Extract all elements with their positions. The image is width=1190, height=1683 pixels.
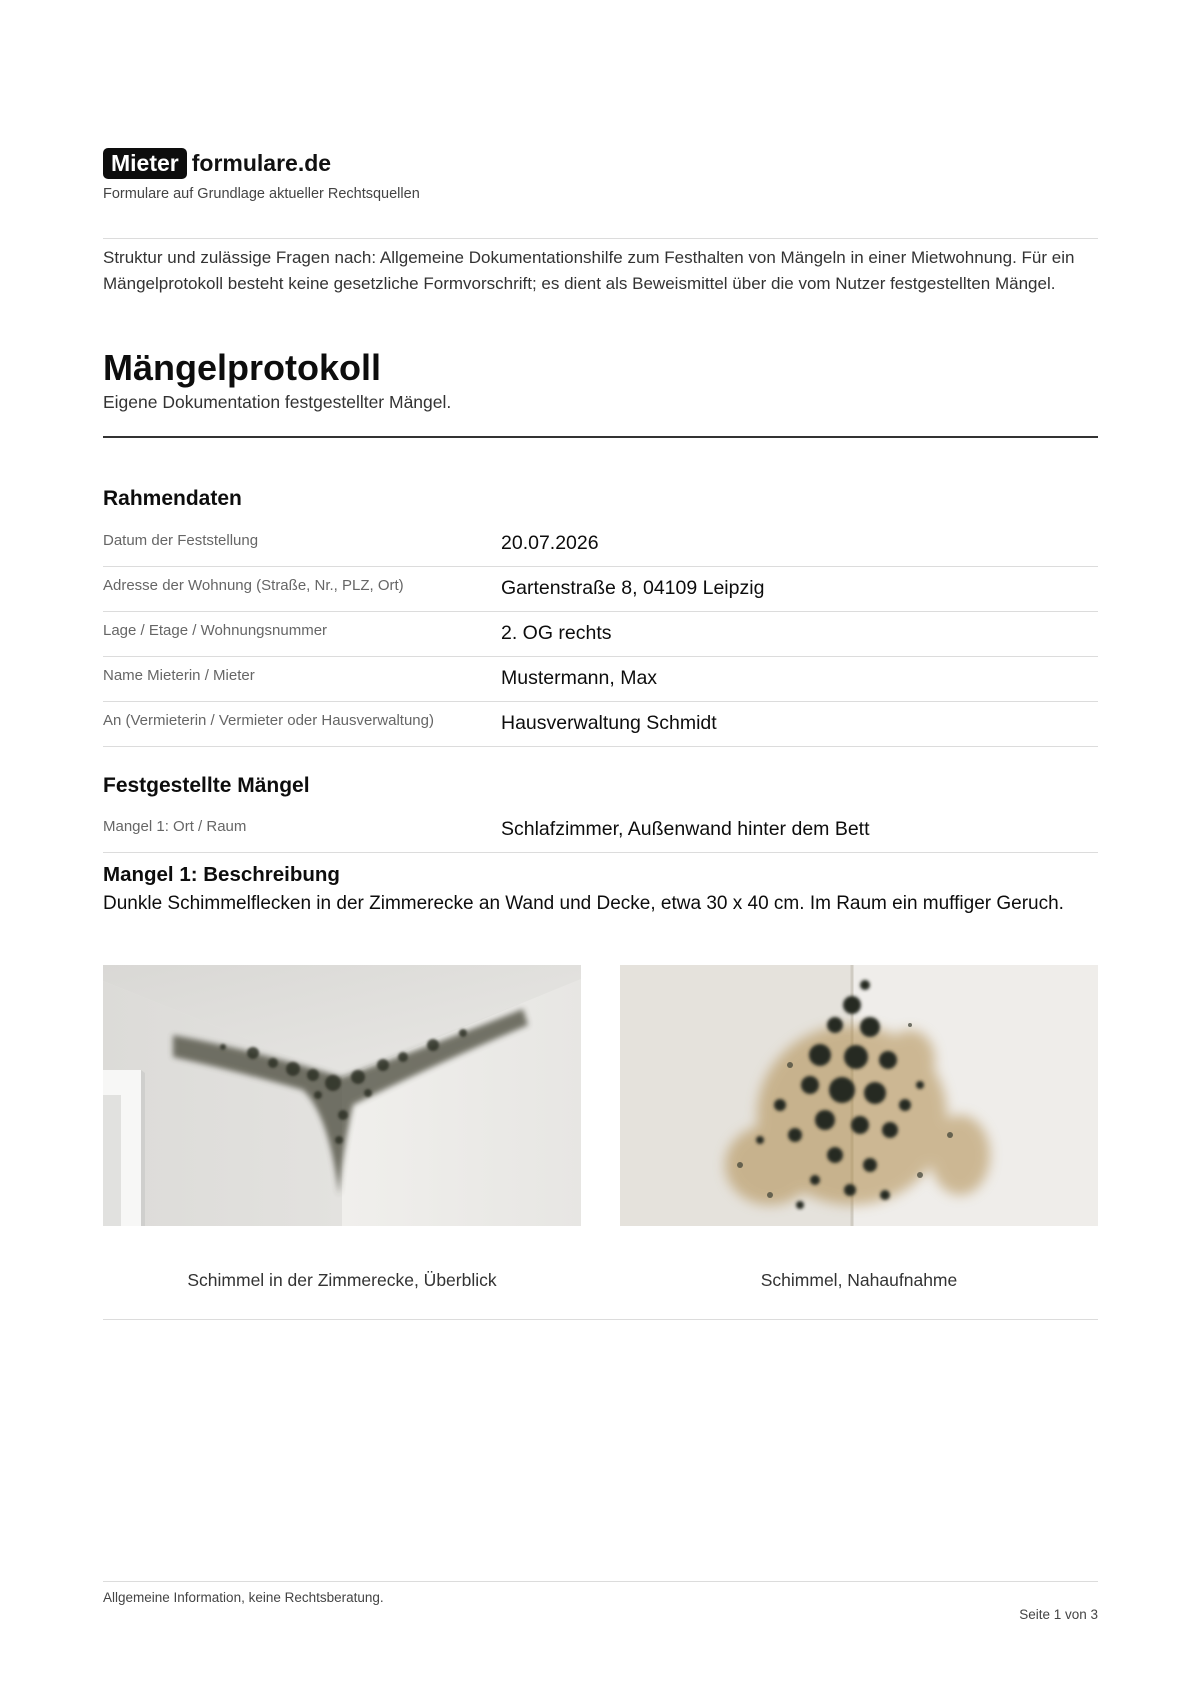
page-subtitle: Eigene Dokumentation festgestellter Mängel. <box>103 392 452 412</box>
document-page <box>103 0 1098 1683</box>
page-number: Seite 1 von 3 <box>1019 1607 1098 1622</box>
mold-closeup-image <box>620 965 1098 1226</box>
field-row-mangel-ort <box>103 808 1098 853</box>
title-divider <box>103 436 1098 438</box>
section-divider <box>103 1319 1098 1320</box>
field-value: 2. OG rechts <box>501 622 612 644</box>
section-heading-rahmendaten: Rahmendaten <box>103 487 242 510</box>
field-value: Mustermann, Max <box>501 667 658 689</box>
field-label: Lage / Etage / Wohnungsnummer <box>103 622 328 639</box>
field-row-datum <box>103 522 1098 567</box>
page-title: Mängelprotokoll <box>103 347 381 388</box>
mangel-description-heading: Mangel 1: Beschreibung <box>103 863 340 886</box>
field-label: Mangel 1: Ort / Raum <box>103 818 247 835</box>
field-label: Datum der Feststellung <box>103 532 259 549</box>
mold-overview-photo <box>103 965 581 1226</box>
footer-divider <box>103 1581 1098 1582</box>
mangel-description-text: Dunkle Schimmelflecken in der Zimmerecke an Wand und Decke, etwa 30 x 40 cm. Im Raum ein muffiger Geruch. <box>103 893 1064 914</box>
footer-disclaimer: Allgemeine Information, keine Rechtsberatung. <box>103 1590 384 1605</box>
field-row-mieter <box>103 657 1098 702</box>
field-label: Adresse der Wohnung (Straße, Nr., PLZ, Ort) <box>103 577 404 594</box>
field-row-lage <box>103 612 1098 657</box>
brand-logo-box: Mieter <box>103 148 187 179</box>
field-value: Schlafzimmer, Außenwand hinter dem Bett <box>501 818 870 840</box>
field-value: Gartenstraße 8, 04109 Leipzig <box>501 577 765 599</box>
field-row-adresse <box>103 567 1098 612</box>
brand-logo <box>103 148 331 179</box>
field-label: Name Mieterin / Mieter <box>103 667 255 684</box>
header-divider <box>103 238 1098 239</box>
brand-tagline: Formulare auf Grundlage aktueller Rechtsquellen <box>103 186 420 202</box>
mold-overview-image <box>103 965 581 1226</box>
section-heading-maengel: Festgestellte Mängel <box>103 774 310 797</box>
photo-caption: Schimmel in der Zimmerecke, Überblick <box>187 1270 497 1290</box>
intro-text: Struktur und zulässige Fragen nach: Allgemeine Dokumentationshilfe zum Festhalten von Mängeln in einer Mietwohnung. Für ein Mängelprotokoll besteht keine gesetzliche Formvorschrift; es dient als Beweismittel über die vom Nutzer festgestellten Mängel. <box>103 248 1075 293</box>
field-label: An (Vermieterin / Vermieter oder Hausverwaltung) <box>103 712 434 729</box>
field-value: Hausverwaltung Schmidt <box>501 712 717 734</box>
brand-logo-text: formulare.de <box>191 150 332 176</box>
field-row-empfaenger <box>103 702 1098 747</box>
mold-closeup-photo <box>620 965 1098 1226</box>
field-value: 20.07.2026 <box>501 532 599 554</box>
photo-caption: Schimmel, Nahaufnahme <box>760 1270 958 1290</box>
